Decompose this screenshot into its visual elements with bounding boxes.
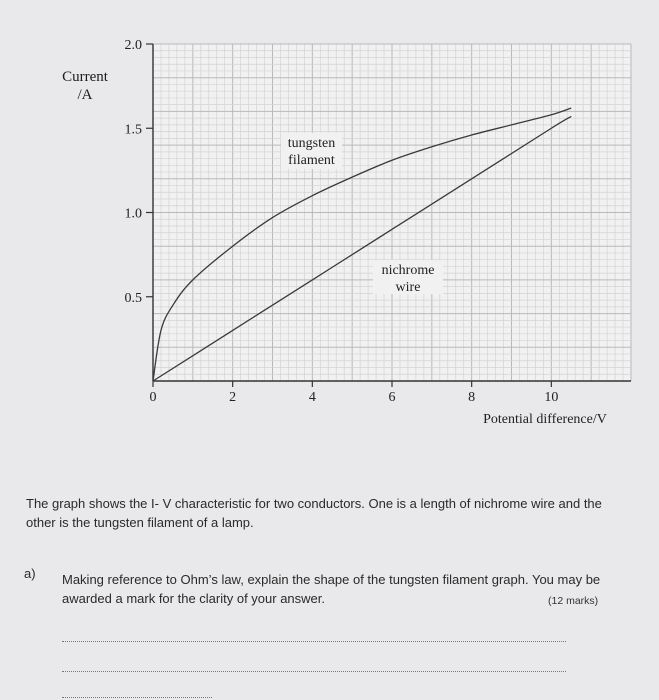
y-tick-label: 2.0 (124, 38, 142, 53)
part-a-text: Making reference to Ohm’s law, explain the shape of the tungsten filament graph. You may be awarded a mark for the clarity of your answer. (62, 572, 601, 606)
y-axis-label (40, 68, 130, 104)
part-a-marks: (12 marks) (548, 595, 599, 607)
x-tick-label: 10 (544, 390, 559, 405)
y-axis-label-line-1: Current (62, 69, 108, 85)
x-tick-label: 2 (229, 390, 237, 405)
x-tick-label: 6 (388, 390, 396, 405)
x-tick-label: 4 (308, 390, 316, 405)
x-tick-label: 0 (149, 390, 157, 405)
y-tick-label: 1.0 (124, 206, 142, 222)
y-tick-label: 0.5 (124, 290, 142, 306)
answer-line[interactable] (62, 697, 212, 698)
part-a-letter: a) (24, 566, 36, 581)
tungsten-label-line: filament (288, 153, 335, 168)
answer-line[interactable] (62, 671, 566, 672)
nichrome-label-line: wire (395, 280, 421, 295)
x-axis-label: Potential difference/V (483, 412, 607, 427)
chart-grid (153, 44, 631, 381)
answer-line[interactable] (62, 641, 566, 642)
tungsten-label-line: tungsten (287, 136, 336, 151)
x-tick-label: 8 (468, 390, 476, 405)
y-axis-label-line-2: /A (77, 87, 93, 103)
question-intro: The graph shows the I- V characteristic for two conductors. One is a length of nichrome wire and the other is the tungsten filament of a lamp. (26, 496, 602, 530)
y-tick-label: 1.5 (124, 122, 142, 138)
nichrome-label-line: nichrome (381, 263, 435, 278)
